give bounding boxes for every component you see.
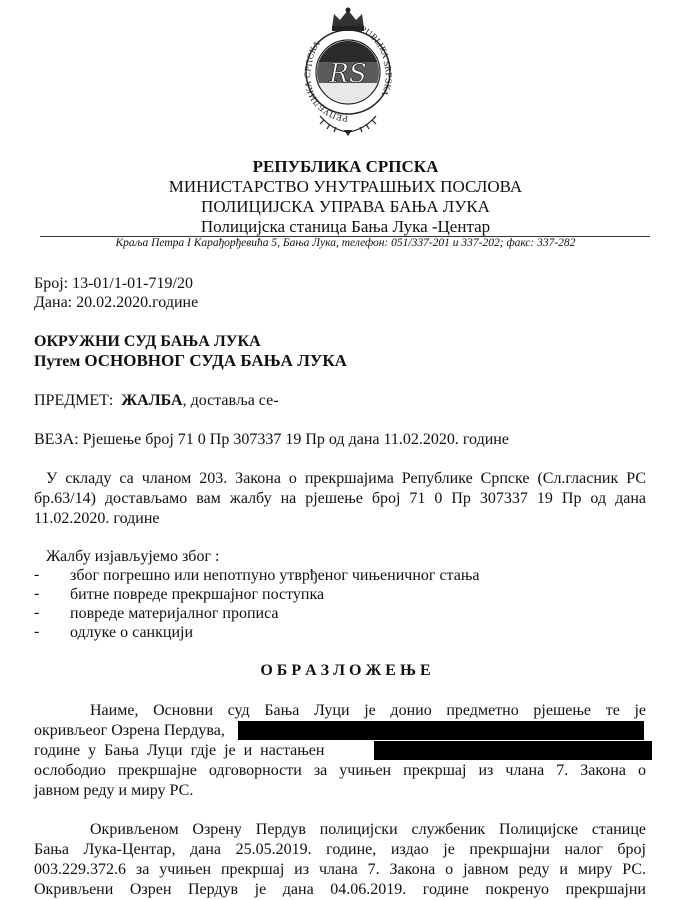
para1-line-1: Наиме, Основни суд Бања Луци је донио предметно рјешење те је [90,702,646,719]
para2-line-1: Окривљеном Озрену Пердув полицијски службеник Полицијске станице [90,821,646,838]
subject-line [34,391,279,411]
list-item: због погрешно или непотпуно утврђеног чињеничног стања [70,567,480,584]
intro-line-2: бр.63/14) достављамо вам жалбу на рјешење број 71 0 Пр 307337 19 Пр од дана [34,490,646,507]
ring-text-left: РЕПУБЛИКА СРПСКА [303,39,349,124]
intro-line-3: 11.02.2020. године [34,510,160,527]
redaction-block [374,741,652,760]
list-bullet: - [34,604,40,621]
grounds-title: Жалбу изјављујемо због : [46,548,220,565]
redaction-block [238,721,644,740]
para1-line-2: окривљеог Озрена Пердува, [34,722,225,739]
monogram-text: RS [329,59,367,89]
subject-title: ЖАЛБА [121,392,183,409]
recipient-court: ОКРУЖНИ СУД БАЊА ЛУКА [34,333,261,350]
recipient-via-prefix: Путем [34,353,81,370]
subject-rest: , доставља се- [182,392,279,409]
para2-line-2: Бања Лука-Центар, дана 25.05.2019. године, издао је прекршајни налог број [34,841,646,858]
recipient-via [34,351,347,372]
para2-line-4: Окривљени Озрен Пердув је дана 04.06.2019. године покренуо прекршајни [34,881,646,898]
para1-line-3: године у Бања Луци гдје је и настањен [34,742,325,759]
list-bullet: - [34,623,40,640]
subject-label: ПРЕДМЕТ: [34,392,114,409]
para2-line-3: 003.229.372.6 за учињен прекршај из члана 7. Закона о јавном реду и миру РС. [34,861,646,878]
list-item: одлуке о санкцији [70,624,194,641]
reference-line: ВЕЗА: Рјешење број 71 0 Пр 307337 19 Пр од дана 11.02.2020. године [34,431,509,448]
document-date: Дана: 20.02.2020.године [34,294,199,311]
list-bullet: - [34,585,40,602]
para1-line-4: ослободио прекршајне одговорности за учињен прекршај из члана 7. Закона о [34,762,646,779]
header-republic: РЕПУБЛИКА СРПСКА [252,157,439,176]
para1-line-5: јавном реду и миру РС. [34,782,194,799]
header-address: Краља Петра I Карађорђевића 5, Бања Лука, телефон: 051/337-201 и 337-202; факс: 337-282 [115,237,576,249]
list-bullet: - [34,566,40,583]
coat-of-arms-emblem [302,6,394,138]
intro-line-1: У складу са чланом 203. Закона о прекршајима Републике Српске (Сл.гласник РС [46,470,646,487]
header-police-station: Полицијска станица Бања Лука -Центар [200,217,491,236]
section-title: О Б Р А З Л О Ж Е Њ Е [260,662,431,679]
document-number: Број: 13-01/1-01-719/20 [34,275,193,292]
list-item: битне повреде прекршајног поступка [70,586,325,603]
list-item: повреде материјалног прописа [70,605,279,622]
header-ministry: МИНИСТАРСТВО УНУТРАШЊИХ ПОСЛОВА [168,177,523,196]
ring-text-right: REPUBLIKA SRPSKA [347,20,393,97]
header-police-administration: ПОЛИЦИЈСКА УПРАВА БАЊА ЛУКА [201,197,490,216]
recipient-via-court: ОСНОВНОГ СУДА БАЊА ЛУКА [84,351,347,370]
